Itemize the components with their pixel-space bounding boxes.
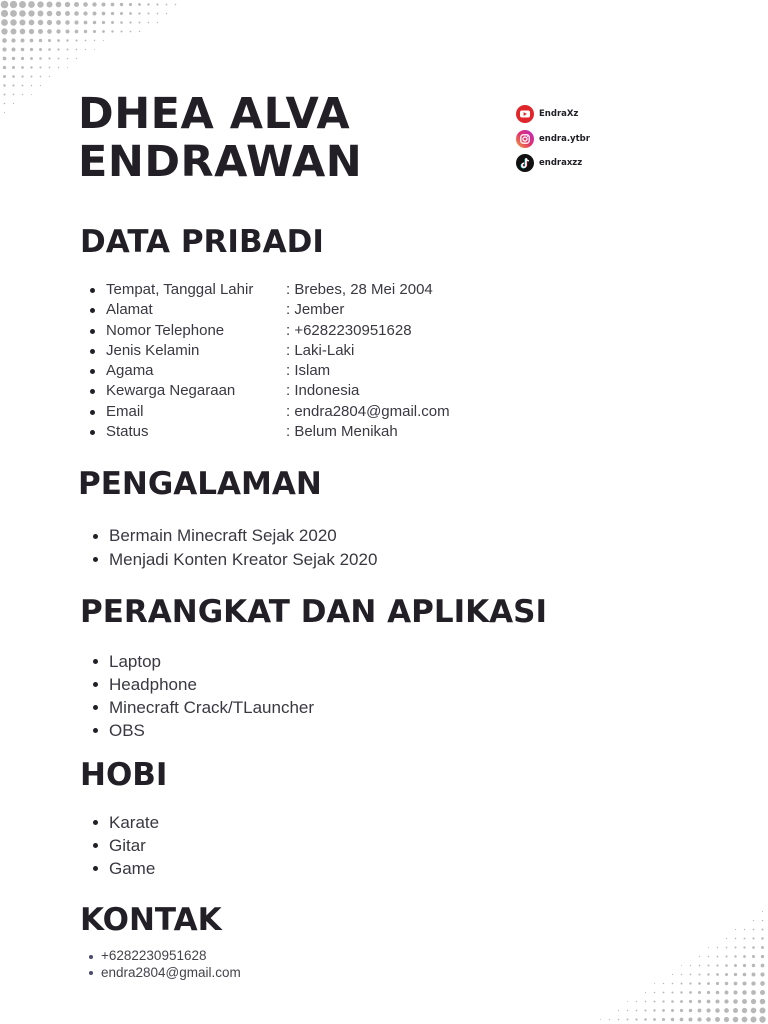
youtube-icon [516,105,534,123]
personal-data-value: : Jember [286,301,345,319]
name-block [78,90,362,186]
personal-data-row [106,321,450,341]
personal-data-label: Nomor Telephone [106,321,225,339]
section-heading-perangkat-dan-aplikasi: PERANGKAT DAN APLIKASI [80,594,548,630]
personal-data-value: : +6282230951628 [286,321,412,339]
section-heading-kontak: KONTAK [80,902,222,938]
personal-data-value: : endra2804@gmail.com [286,402,450,420]
personal-data-label: Status [106,423,149,441]
contact-list [101,948,241,981]
section-heading-pengalaman: PENGALAMAN [78,466,322,502]
personal-data-value: : Islam [286,362,331,380]
decorative-dot-pattern-bottom-right [560,880,768,1024]
social-links [516,102,590,176]
hobby-item: Game [109,857,159,880]
tiktok-handle: endraxzz [539,158,583,169]
hobby-list [109,811,159,880]
device-app-item: Laptop [109,650,314,673]
tiktok-icon [516,154,534,172]
name-first-line: DHEA ALVA [78,89,351,139]
contact-email[interactable]: endra2804@gmail.com [101,964,241,980]
personal-data-label: Alamat [106,301,153,319]
personal-data-label: Tempat, Tanggal Lahir [106,281,254,298]
device-app-item: Headphone [109,673,314,696]
instagram-handle: endra.ytbr [539,133,590,144]
name-last-line: ENDRAWAN [78,137,363,187]
experience-list [109,524,377,571]
personal-data-value: : Laki-Laki [286,341,355,359]
device-app-item: Minecraft Crack/TLauncher [109,698,315,717]
youtube-handle: EndraXz [539,109,579,120]
personal-data-value: : Indonesia [286,382,360,400]
experience-item: Bermain Minecraft Sejak 2020 [109,524,377,548]
device-app-item: OBS [109,719,314,742]
devices-apps-list [109,650,314,742]
social-item-youtube[interactable] [516,102,590,127]
personal-data-label: Email [106,402,144,420]
experience-item: Menjadi Konten Kreator Sejak 2020 [109,548,377,572]
instagram-icon [516,130,534,148]
personal-data-row [106,361,450,381]
personal-data-row [106,402,450,422]
personal-data-label: Agama [106,362,154,380]
personal-data-value: : Belum Menikah [286,423,398,441]
social-item-instagram[interactable] [516,127,590,152]
personal-data-row [106,280,450,300]
personal-data-row [106,381,450,401]
personal-data-value: : Brebes, 28 Mei 2004 [286,281,433,298]
hobby-item: Gitar [109,834,159,857]
personal-data-label: Kewarga Negaraan [106,382,236,400]
personal-data-row [106,422,450,442]
contact-phone[interactable]: +6282230951628 [101,948,241,965]
hobby-item: Karate [109,813,160,832]
section-heading-hobi: HOBI [80,757,168,793]
social-item-tiktok[interactable] [516,151,590,176]
personal-data-label: Jenis Kelamin [106,341,200,359]
section-heading-data-pribadi: DATA PRIBADI [80,224,324,260]
personal-data-list [106,280,450,442]
personal-data-row [106,341,450,361]
personal-data-row [106,300,450,320]
